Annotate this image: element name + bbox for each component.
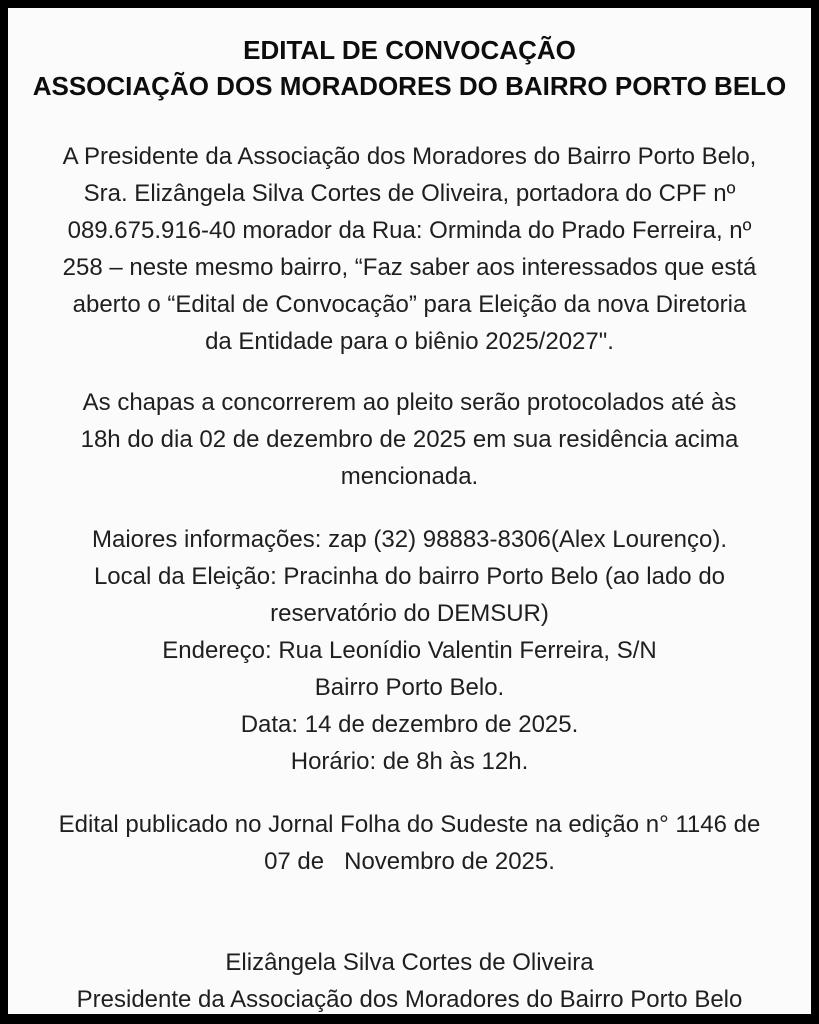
address-line: Bairro Porto Belo.: [314, 674, 505, 701]
election-date-line: Data: 14 de dezembro de 2025.: [240, 711, 579, 738]
publication-note: [20, 806, 799, 880]
deadline-paragraph: [20, 384, 799, 495]
intro-paragraph: [20, 138, 799, 360]
election-time-line: Horário: de 8h às 12h.: [290, 748, 529, 775]
publication-line: Edital publicado no Jornal Folha do Sudeste na edição n° 1146 de: [58, 811, 761, 838]
document-title: [20, 32, 799, 104]
title-line-1: EDITAL DE CONVOCAÇÃO: [243, 35, 576, 65]
title-line-2: ASSOCIAÇÃO DOS MORADORES DO BAIRRO PORTO BELO: [32, 71, 787, 101]
intro-line: 089.675.916-40 morador da Rua: Orminda do Prado Ferreira, nº: [67, 217, 752, 244]
election-location-line: reservatório do DEMSUR): [270, 600, 549, 627]
deadline-line: mencionada.: [340, 463, 479, 490]
signature-name: Elizângela Silva Cortes de Oliveira: [225, 949, 594, 976]
signature-role: Presidente da Associação dos Moradores do Bairro Porto Belo: [76, 986, 743, 1013]
election-details: [20, 521, 799, 780]
intro-line: 258 – neste mesmo bairro, “Faz saber aos interessados que está: [62, 254, 757, 281]
intro-line: Sra. Elizângela Silva Cortes de Oliveira, portadora do CPF nº: [83, 180, 736, 207]
election-location-line: Local da Eleição: Pracinha do bairro Porto Belo (ao lado do: [93, 563, 726, 590]
intro-line: da Entidade para o biênio 2025/2027".: [205, 328, 614, 355]
deadline-line: 18h do dia 02 de dezembro de 2025 em sua residência acima: [80, 426, 739, 453]
publication-line: 07 de Novembro de 2025.: [264, 848, 555, 875]
signature-block: [20, 944, 799, 1018]
deadline-line: As chapas a concorrerem ao pleito serão protocolados até às: [82, 389, 737, 416]
address-line: Endereço: Rua Leonídio Valentin Ferreira, S/N: [162, 637, 657, 664]
intro-line: A Presidente da Associação dos Moradores do Bairro Porto Belo,: [62, 143, 757, 170]
intro-line: aberto o “Edital de Convocação” para Eleição da nova Diretoria: [72, 291, 747, 318]
contact-info-line: Maiores informações: zap (32) 98883-8306(Alex Lourenço).: [91, 526, 727, 553]
